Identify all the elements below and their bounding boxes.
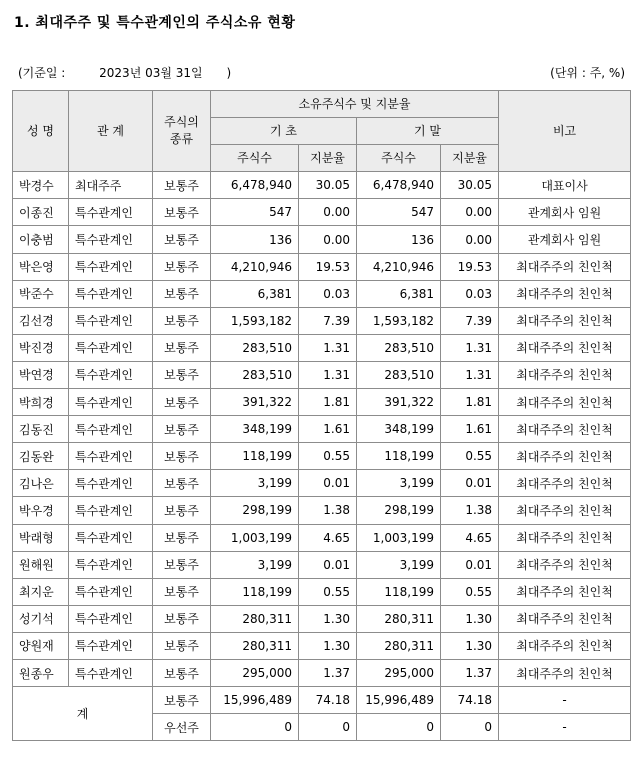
cell-relation: 특수관계인 [69,199,153,226]
cell-end-ratio: 0.01 [441,470,499,497]
cell-end-shares: 280,311 [357,632,441,659]
cell-stock-type: 보통주 [153,280,211,307]
cell-relation: 특수관계인 [69,253,153,280]
cell-end-shares: 3,199 [357,470,441,497]
header-stock-type: 주식의 종류 [153,91,211,172]
header-begin-ratio: 지분율 [299,145,357,172]
cell-end-ratio: 1.37 [441,659,499,686]
cell-relation: 특수관계인 [69,416,153,443]
cell-begin-shares: 3,199 [211,551,299,578]
cell-name: 김동완 [13,443,69,470]
cell-name: 박진경 [13,334,69,361]
cell-remark: 최대주주의 친인척 [499,389,631,416]
total-cell-remark: - [499,714,631,741]
cell-remark: 최대주주의 친인척 [499,334,631,361]
header-relation: 관 계 [69,91,153,172]
cell-remark: 최대주주의 친인척 [499,280,631,307]
total-cell-end-shares: 0 [357,714,441,741]
table-row [13,578,631,605]
cell-begin-shares: 283,510 [211,334,299,361]
cell-begin-shares: 280,311 [211,632,299,659]
cell-stock-type: 보통주 [153,172,211,199]
shareholding-table [12,90,631,741]
cell-name: 성기석 [13,605,69,632]
cell-relation: 특수관계인 [69,280,153,307]
table-row [13,361,631,388]
cell-remark: 최대주주의 친인척 [499,632,631,659]
cell-relation: 특수관계인 [69,632,153,659]
cell-end-ratio: 0.55 [441,578,499,605]
cell-end-shares: 118,199 [357,578,441,605]
cell-remark: 최대주주의 친인척 [499,307,631,334]
table-row [13,659,631,686]
header-remarks: 비고 [499,91,631,172]
cell-end-shares: 298,199 [357,497,441,524]
cell-name: 원종우 [13,659,69,686]
cell-stock-type: 보통주 [153,443,211,470]
cell-relation: 특수관계인 [69,470,153,497]
cell-relation: 특수관계인 [69,226,153,253]
unit-label: (단위 : 주, %) [550,66,625,80]
header-ending: 기 말 [357,118,499,145]
cell-stock-type: 보통주 [153,524,211,551]
cell-begin-shares: 136 [211,226,299,253]
cell-end-shares: 118,199 [357,443,441,470]
table-row [13,253,631,280]
cell-begin-ratio: 19.53 [299,253,357,280]
cell-begin-ratio: 1.81 [299,389,357,416]
cell-end-ratio: 1.31 [441,361,499,388]
table-row [13,416,631,443]
cell-end-shares: 391,322 [357,389,441,416]
cell-begin-shares: 1,593,182 [211,307,299,334]
cell-begin-shares: 3,199 [211,470,299,497]
total-cell-begin-ratio: 0 [299,714,357,741]
cell-remark: 최대주주의 친인척 [499,416,631,443]
cell-end-ratio: 1.31 [441,334,499,361]
cell-remark: 최대주주의 친인척 [499,551,631,578]
cell-end-shares: 1,003,199 [357,524,441,551]
cell-stock-type: 보통주 [153,659,211,686]
cell-remark: 최대주주의 친인척 [499,524,631,551]
total-cell-begin-shares: 0 [211,714,299,741]
cell-begin-ratio: 1.61 [299,416,357,443]
cell-end-ratio: 1.30 [441,605,499,632]
cell-begin-shares: 283,510 [211,361,299,388]
cell-end-shares: 3,199 [357,551,441,578]
cell-begin-ratio: 0.00 [299,226,357,253]
cell-begin-shares: 6,381 [211,280,299,307]
header-ownership: 소유주식수 및 지분율 [211,91,499,118]
header-begin-shares: 주식수 [211,145,299,172]
cell-begin-shares: 1,003,199 [211,524,299,551]
cell-stock-type: 보통주 [153,199,211,226]
cell-remark: 최대주주의 친인척 [499,443,631,470]
total-cell-stock-type: 우선주 [153,714,211,741]
cell-relation: 특수관계인 [69,307,153,334]
cell-begin-shares: 391,322 [211,389,299,416]
table-row [13,632,631,659]
cell-remark: 관계회사 임원 [499,226,631,253]
cell-end-shares: 6,381 [357,280,441,307]
cell-remark: 최대주주의 친인척 [499,497,631,524]
cell-stock-type: 보통주 [153,605,211,632]
base-date [18,64,231,81]
table-row [13,172,631,199]
cell-remark: 최대주주의 친인척 [499,361,631,388]
cell-begin-ratio: 1.31 [299,334,357,361]
header-end-shares: 주식수 [357,145,441,172]
cell-begin-ratio: 1.31 [299,361,357,388]
base-date-label: (기준일 : [18,66,66,80]
cell-remark: 대표이사 [499,172,631,199]
cell-begin-ratio: 0.01 [299,551,357,578]
table-row [13,307,631,334]
cell-relation: 특수관계인 [69,443,153,470]
cell-end-shares: 283,510 [357,361,441,388]
cell-name: 이충범 [13,226,69,253]
cell-name: 박경수 [13,172,69,199]
table-row [13,389,631,416]
cell-end-ratio: 0.00 [441,199,499,226]
cell-begin-ratio: 1.37 [299,659,357,686]
cell-begin-shares: 547 [211,199,299,226]
cell-name: 김나은 [13,470,69,497]
cell-end-shares: 283,510 [357,334,441,361]
table-row [13,470,631,497]
table-row [13,226,631,253]
cell-end-ratio: 0.03 [441,280,499,307]
cell-relation: 특수관계인 [69,551,153,578]
cell-begin-shares: 6,478,940 [211,172,299,199]
cell-stock-type: 보통주 [153,497,211,524]
cell-begin-ratio: 0.55 [299,443,357,470]
cell-end-shares: 348,199 [357,416,441,443]
cell-name: 박은영 [13,253,69,280]
total-cell-remark: - [499,687,631,714]
cell-name: 박래형 [13,524,69,551]
table-row [13,605,631,632]
cell-begin-ratio: 0.55 [299,578,357,605]
cell-remark: 최대주주의 친인척 [499,578,631,605]
cell-end-shares: 6,478,940 [357,172,441,199]
cell-relation: 특수관계인 [69,497,153,524]
total-cell-end-ratio: 0 [441,714,499,741]
cell-name: 박희경 [13,389,69,416]
header-name: 성 명 [13,91,69,172]
cell-begin-ratio: 1.30 [299,605,357,632]
cell-name: 박준수 [13,280,69,307]
cell-end-shares: 547 [357,199,441,226]
cell-begin-ratio: 30.05 [299,172,357,199]
table-row [13,551,631,578]
table-row [13,497,631,524]
cell-end-ratio: 1.30 [441,632,499,659]
cell-stock-type: 보통주 [153,307,211,334]
base-date-value: 2023년 03월 31일 [99,66,203,80]
cell-end-ratio: 1.38 [441,497,499,524]
cell-end-shares: 4,210,946 [357,253,441,280]
cell-end-shares: 1,593,182 [357,307,441,334]
cell-end-ratio: 19.53 [441,253,499,280]
cell-begin-shares: 4,210,946 [211,253,299,280]
cell-stock-type: 보통주 [153,632,211,659]
cell-stock-type: 보통주 [153,389,211,416]
cell-relation: 최대주주 [69,172,153,199]
cell-relation: 특수관계인 [69,659,153,686]
cell-begin-shares: 280,311 [211,605,299,632]
cell-relation: 특수관계인 [69,361,153,388]
cell-end-ratio: 0.55 [441,443,499,470]
table-row [13,443,631,470]
cell-end-ratio: 0.00 [441,226,499,253]
header-beginning: 기 초 [211,118,357,145]
cell-begin-shares: 298,199 [211,497,299,524]
table-row [13,199,631,226]
cell-relation: 특수관계인 [69,524,153,551]
cell-name: 최지운 [13,578,69,605]
total-cell-stock-type: 보통주 [153,687,211,714]
cell-end-ratio: 7.39 [441,307,499,334]
base-date-close: ) [226,66,232,80]
cell-stock-type: 보통주 [153,416,211,443]
cell-begin-ratio: 7.39 [299,307,357,334]
cell-begin-shares: 348,199 [211,416,299,443]
cell-stock-type: 보통주 [153,226,211,253]
cell-begin-ratio: 4.65 [299,524,357,551]
cell-end-ratio: 1.81 [441,389,499,416]
cell-end-shares: 280,311 [357,605,441,632]
cell-relation: 특수관계인 [69,389,153,416]
cell-end-shares: 295,000 [357,659,441,686]
cell-begin-ratio: 1.38 [299,497,357,524]
cell-remark: 최대주주의 친인척 [499,470,631,497]
table-row [13,280,631,307]
cell-name: 양원재 [13,632,69,659]
cell-remark: 최대주주의 친인척 [499,659,631,686]
cell-stock-type: 보통주 [153,361,211,388]
cell-end-shares: 136 [357,226,441,253]
table-row [13,524,631,551]
cell-begin-ratio: 0.03 [299,280,357,307]
total-label: 계 [13,687,153,741]
cell-begin-ratio: 1.30 [299,632,357,659]
cell-remark: 최대주주의 친인척 [499,253,631,280]
cell-stock-type: 보통주 [153,551,211,578]
cell-stock-type: 보통주 [153,470,211,497]
cell-end-ratio: 1.61 [441,416,499,443]
cell-begin-shares: 118,199 [211,578,299,605]
cell-begin-shares: 295,000 [211,659,299,686]
cell-relation: 특수관계인 [69,334,153,361]
cell-name: 박우경 [13,497,69,524]
cell-end-ratio: 4.65 [441,524,499,551]
cell-name: 박연경 [13,361,69,388]
total-cell-begin-shares: 15,996,489 [211,687,299,714]
total-cell-begin-ratio: 74.18 [299,687,357,714]
cell-name: 김동진 [13,416,69,443]
cell-name: 김선경 [13,307,69,334]
cell-relation: 특수관계인 [69,578,153,605]
cell-end-ratio: 30.05 [441,172,499,199]
page-title: 1. 최대주주 및 특수관계인의 주식소유 현황 [14,15,296,31]
cell-relation: 특수관계인 [69,605,153,632]
cell-begin-shares: 118,199 [211,443,299,470]
cell-begin-ratio: 0.01 [299,470,357,497]
table-row [13,334,631,361]
cell-begin-ratio: 0.00 [299,199,357,226]
total-cell-end-ratio: 74.18 [441,687,499,714]
cell-stock-type: 보통주 [153,334,211,361]
total-cell-end-shares: 15,996,489 [357,687,441,714]
cell-name: 원해원 [13,551,69,578]
cell-remark: 최대주주의 친인척 [499,605,631,632]
cell-stock-type: 보통주 [153,253,211,280]
cell-remark: 관계회사 임원 [499,199,631,226]
cell-end-ratio: 0.01 [441,551,499,578]
header-end-ratio: 지분율 [441,145,499,172]
cell-stock-type: 보통주 [153,578,211,605]
total-row [13,687,631,714]
cell-name: 이종진 [13,199,69,226]
